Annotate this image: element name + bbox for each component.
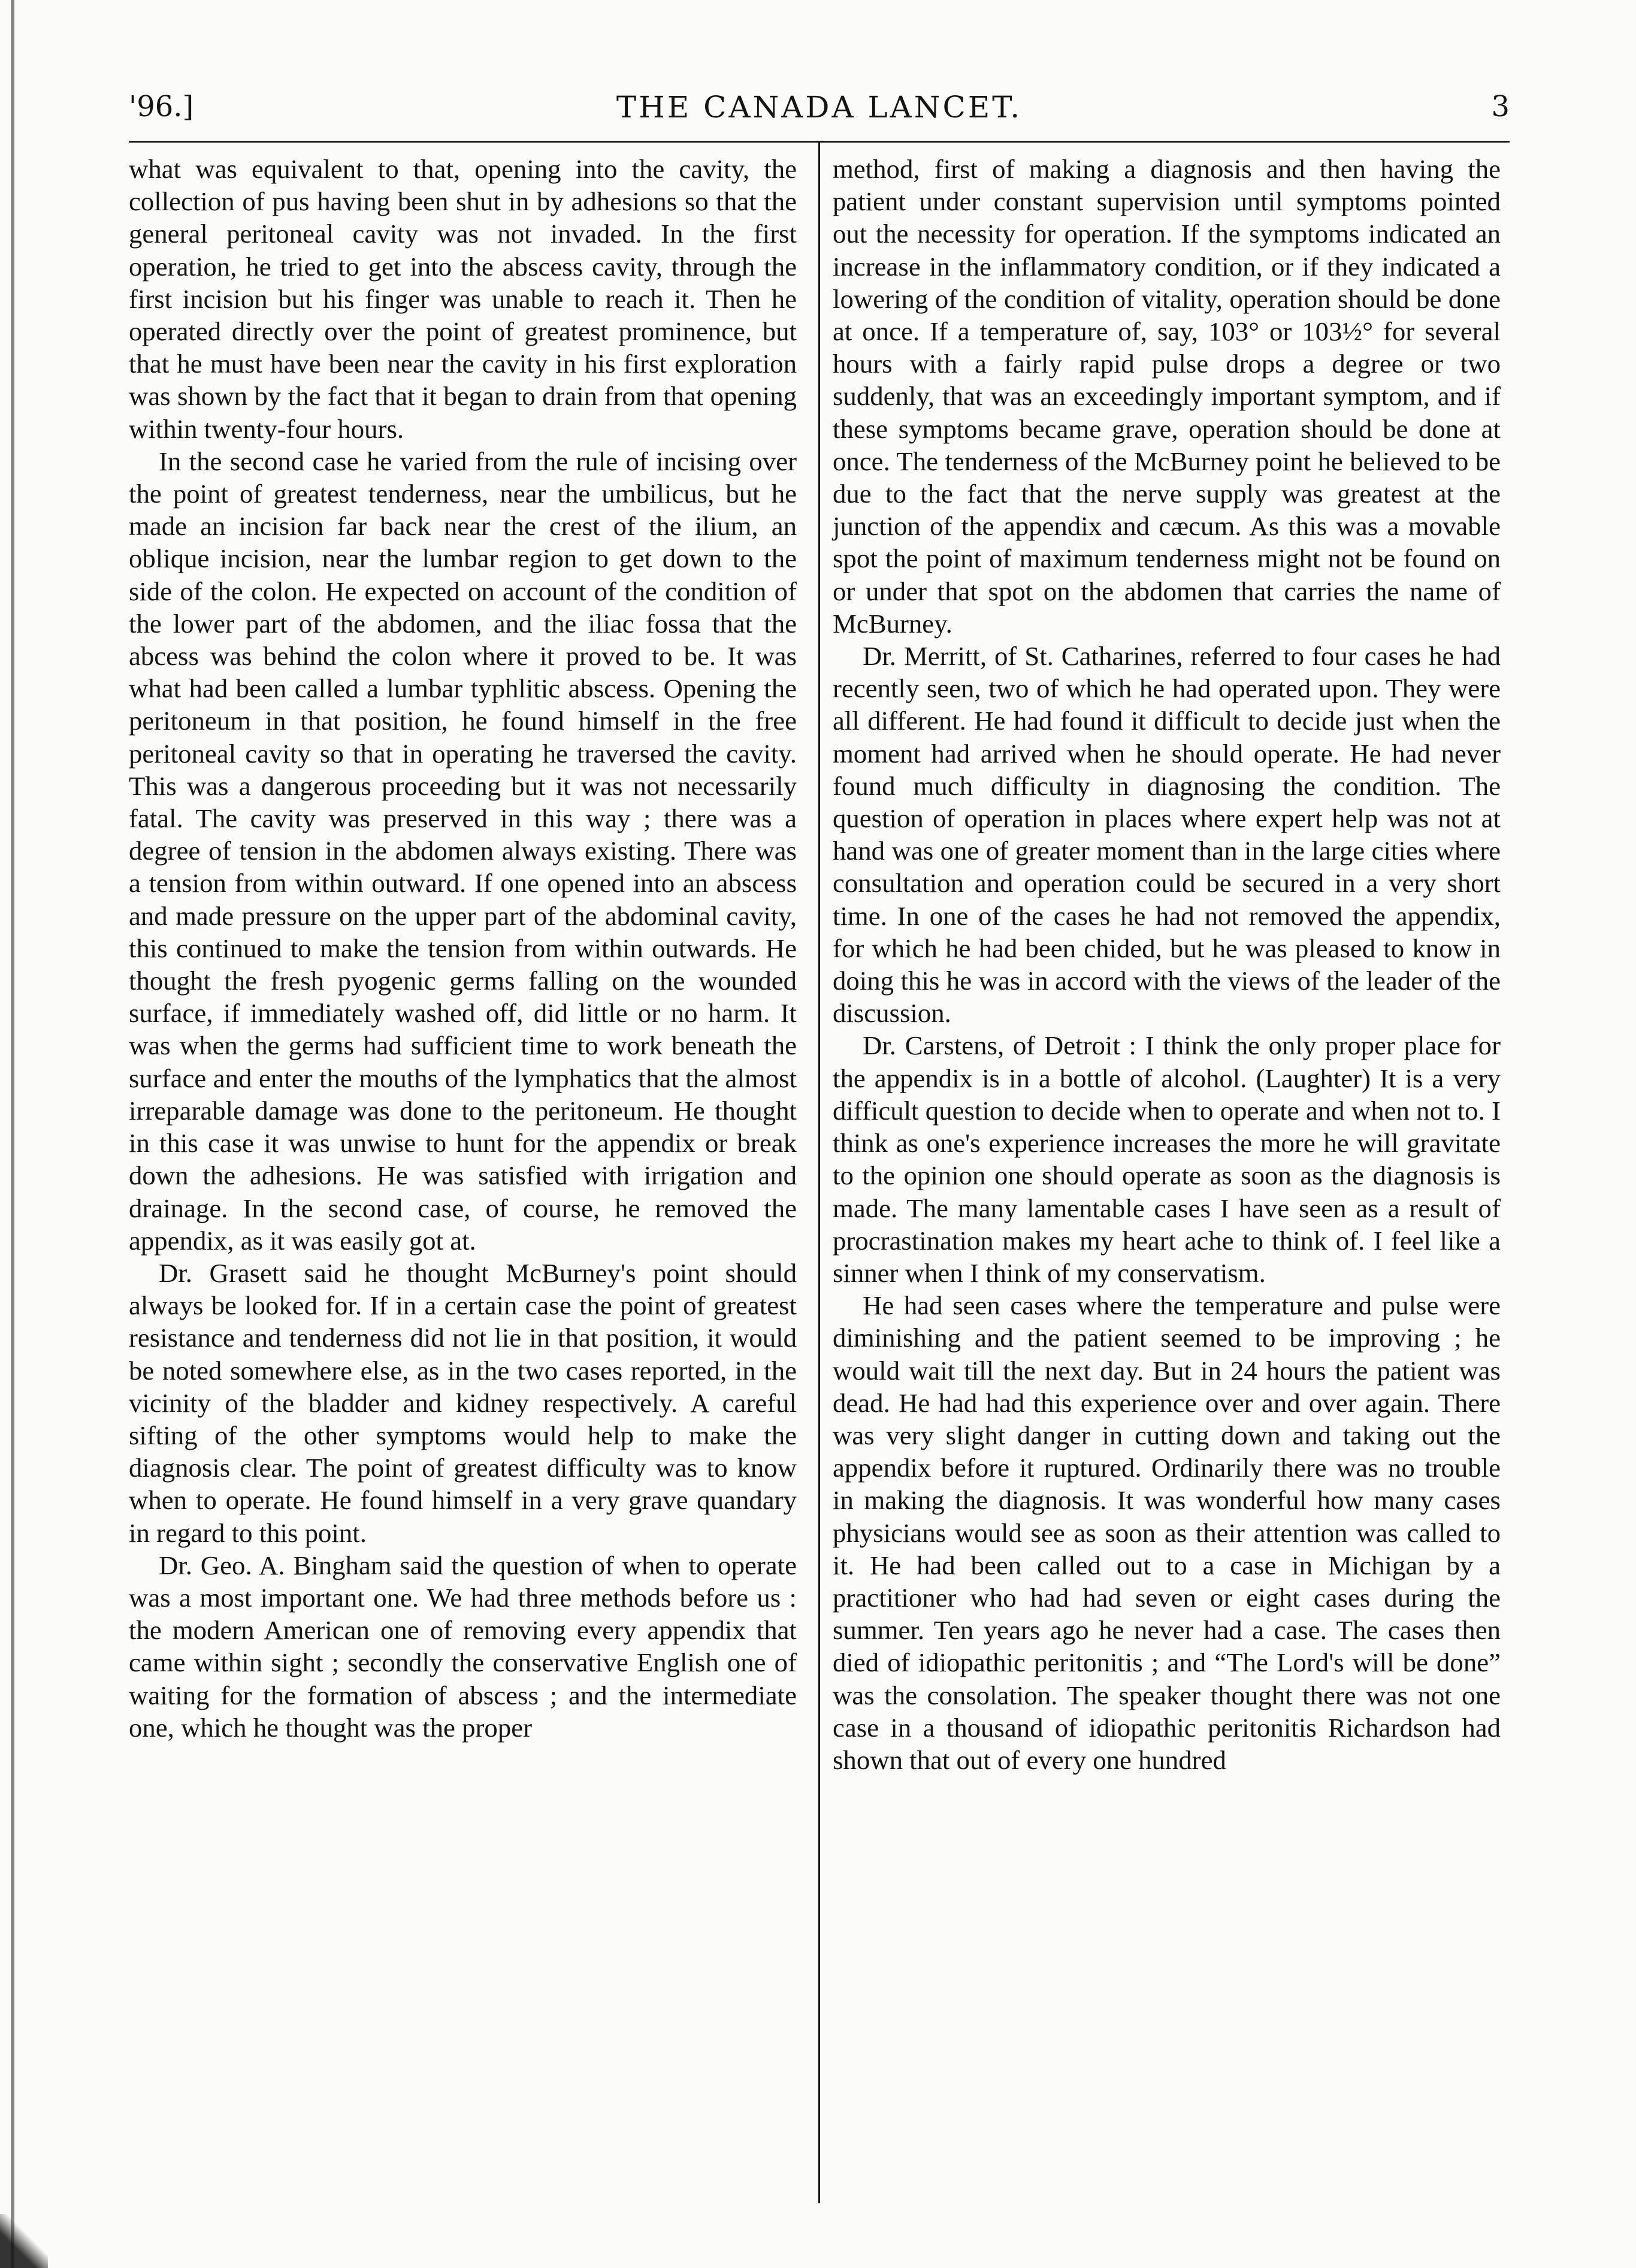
journal-title: THE CANADA LANCET. bbox=[616, 90, 1023, 125]
paragraph: Dr. Geo. A. Bingham said the question of when to operate was a most important one. We had three methods before us : the modern American one of removing every appendix that came within sight ; secondly the conservative English one of waiting for the formation of abscess ; and the intermediate one, which he thought was the proper bbox=[129, 1550, 797, 1743]
column-divider bbox=[818, 143, 820, 2203]
left-column bbox=[129, 153, 797, 1744]
header-volume-year: '96.] bbox=[129, 90, 194, 123]
paragraph: In the second case he varied from the rule of incising over the point of greatest tenderness, near the umbilicus, but he made an incision far back near the crest of the ilium, an oblique incision, near the lumbar region to get down to the side of the colon. He expected on account of the condition of the lower part of the abdomen, and the iliac fossa that the abcess was behind the colon where it proved to be. It was what had been called a lumbar typhlitic abscess. Opening the peritoneum in that position, he found himself in the free peritoneal cavity so that in operating he traversed the cavity. This was a dangerous proceeding but it was not necessarily fatal. The cavity was preserved in this way ; there was a degree of tension in the abdomen always existing. There was a tension from within outward. If one opened into an abscess and made pressure on the upper part of the abdominal cavity, this continued to make the tension from within outwards. He thought the fresh pyogenic germs falling on the wounded surface, if immediately washed off, did little or no harm. It was when the germs had sufficient time to work beneath the surface and enter the mouths of the lymphatics that the almost irreparable damage was done to the peritoneum. He thought in this case it was unwise to hunt for the appendix or break down the adhesions. He was satisfied with irrigation and drainage. In the second case, of course, he removed the appendix, as it was easily got at. bbox=[129, 446, 797, 1256]
paragraph: Dr. Grasett said he thought McBurney's point should always be looked for. If in a certain case the point of greatest resistance and tenderness did not lie in that position, it would be noted somewhere else, as in the two cases reported, in the vicinity of the bladder and kidney respectively. A careful sifting of the other symptoms would help to make the diagnosis clear. The point of greatest difficulty was to know when to operate. He found himself in a very grave quandary in regard to this point. bbox=[129, 1257, 797, 1548]
paragraph: Dr. Carstens, of Detroit : I think the only proper place for the appendix is in a bottle of alcohol. (Laughter) It is a very difficult question to decide when to operate and when not to. I think as one's experience increases the more he will gravitate to the opinion one should operate as soon as the diagnosis is made. The many lamentable cases I have seen as a result of procrastination makes my heart ache to think of. I feel like a sinner when I think of my conservatism. bbox=[833, 1030, 1501, 1288]
paragraph: method, first of making a diagnosis and then having the patient under constant supervision until symptoms pointed out the necessity for operation. If the symptoms indicated an increase in the inflammatory condition, or if they indicated a lowering of the condition of vitality, operation should be done at once. If a temperature of, say, 103° or 103½° for several hours with a fairly rapid pulse drops a degree or two suddenly, that was an exceedingly important symptom, and if these symptoms became grave, operation should be done at once. The tenderness of the McBurney point he believed to be due to the fact that the nerve supply was greatest at the junction of the appendix and cæcum. As this was a movable spot the point of maximum tenderness might not be found on or under that spot on the abdomen that carries the name of McBurney. bbox=[833, 154, 1501, 639]
right-column bbox=[833, 153, 1501, 1776]
page-corner-shadow bbox=[0, 2214, 48, 2268]
paragraph: Dr. Merritt, of St. Catharines, referred to four cases he had recently seen, two of which he had operated upon. They were all different. He had found it difficult to decide just when the moment had arrived when he should operate. He had never found much difficulty in diagnosing the condition. The question of operation in places where expert help was not at hand was one of greater moment than in the large cities where consultation and operation could be secured in a very short time. In one of the cases he had not removed the appendix, for which he had been chided, but he was pleased to know in doing this he was in accord with the views of the leader of the discussion. bbox=[833, 641, 1501, 1029]
running-header bbox=[129, 90, 1510, 144]
paragraph: what was equivalent to that, opening into the cavity, the collection of pus having been shut in by adhesions so that the general peritoneal cavity was not invaded. In the first operation, he tried to get into the abscess cavity, through the first incision but his finger was unable to reach it. Then he operated directly over the point of greatest prominence, but that he must have been near the cavity in his first exploration was shown by the fact that it began to drain from that opening within twenty-four hours. bbox=[129, 154, 797, 444]
page-number: 3 bbox=[1491, 90, 1510, 123]
page-binding-edge bbox=[11, 0, 14, 2268]
paragraph: He had seen cases where the temperature and pulse were diminishing and the patient seemed to be improving ; he would wait till the next day. But in 24 hours the patient was dead. He had had this experience over and over again. There was very slight danger in cutting down and taking out the appendix before it ruptured. Ordinarily there was no trouble in making the diagnosis. It was wonderful how many cases physicians would see as soon as their attention was called to it. He had been called out to a case in Michigan by a practitioner who had had seven or eight cases during the summer. Ten years ago he never had a case. The cases then died of idiopathic peritonitis ; and “The Lord's will be done” was the consolation. The speaker thought there was not one case in a thousand of idiopathic peritonitis Richardson had shown that out of every one hundred bbox=[833, 1290, 1501, 1775]
